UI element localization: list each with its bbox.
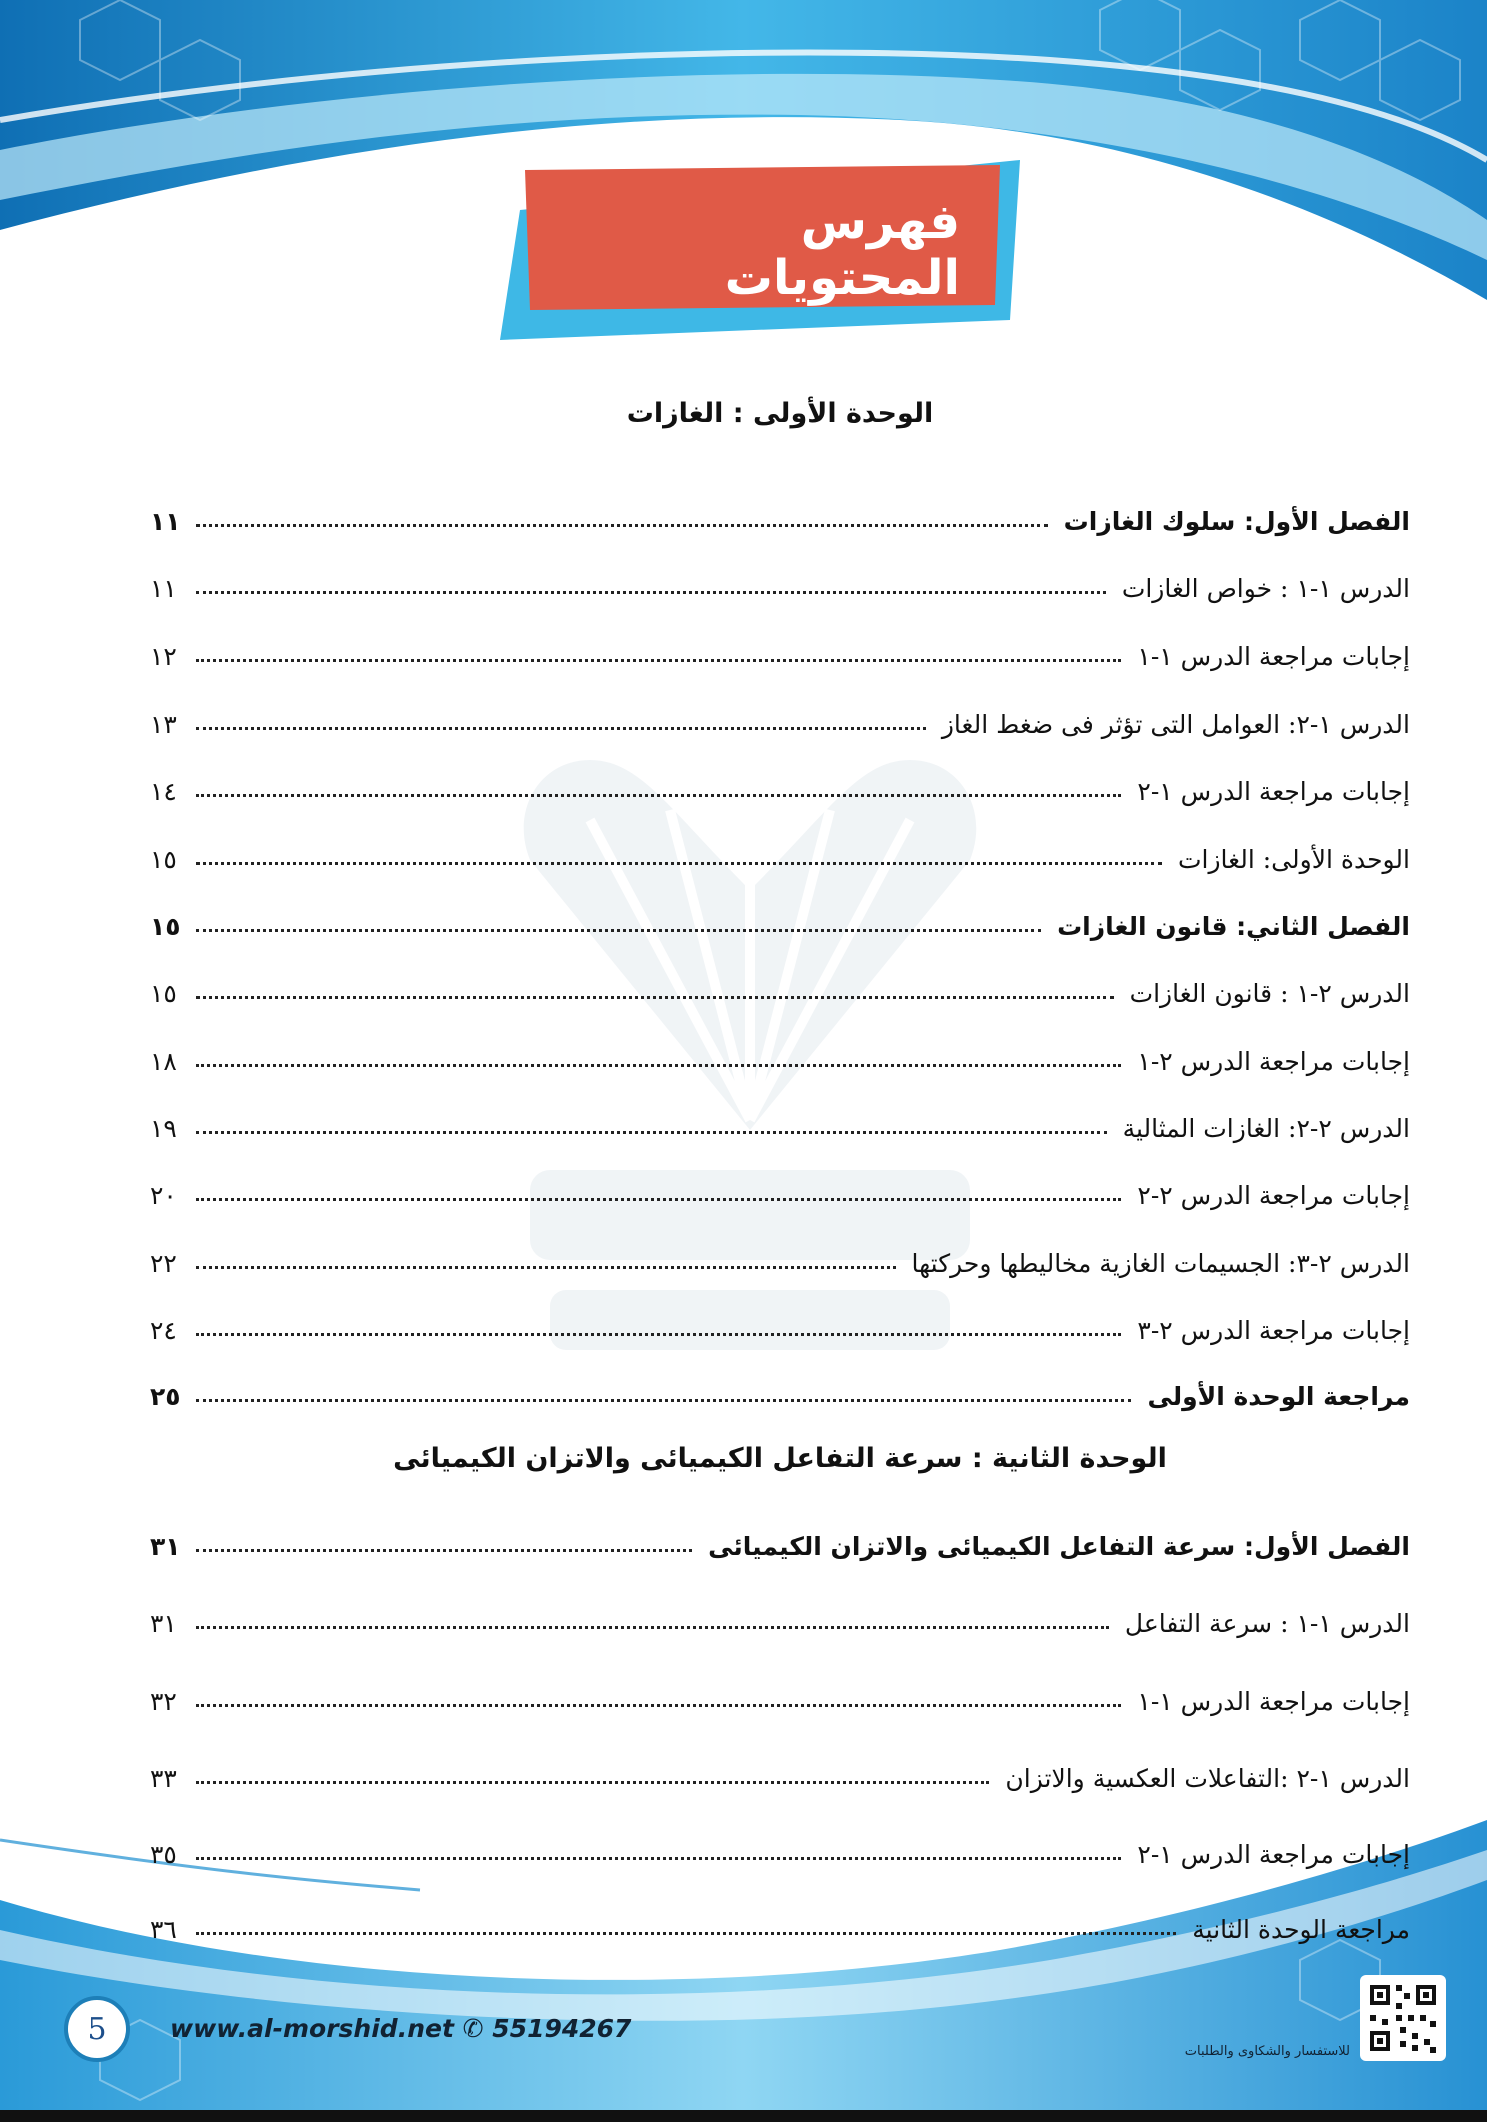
dot-leader — [196, 929, 1041, 932]
toc-label: إجابات مراجعة الدرس ١-١ — [1137, 1687, 1410, 1716]
toc-page-number: ٣٦ — [150, 1915, 177, 1944]
toc-page-number: ١٥ — [150, 979, 177, 1008]
toc-label: إجابات مراجعة الدرس ٢-٢ — [1137, 1181, 1410, 1210]
dot-leader — [196, 794, 1121, 797]
toc-label: الدرس ١-١ : خواص الغازات — [1121, 574, 1410, 603]
dot-leader — [196, 1131, 1107, 1134]
toc-page-number: ٢٥ — [150, 1382, 181, 1411]
website-link[interactable]: www.al-morshid.net — [170, 2014, 454, 2043]
toc-row[interactable] — [150, 1898, 1410, 1944]
toc-row[interactable] — [150, 1747, 1410, 1793]
dot-leader — [196, 1857, 1121, 1860]
toc-label: الفصل الثاني: قانون الغازات — [1057, 912, 1410, 941]
toc-label: الفصل الأول: سلوك الغازات — [1063, 507, 1410, 536]
toc-row[interactable] — [150, 625, 1410, 671]
dot-leader — [196, 1198, 1121, 1201]
toc-page-number: ١٤ — [150, 777, 177, 806]
toc-label: الدرس ٢-١ : قانون الغازات — [1129, 979, 1410, 1008]
toc-label: الدرس ٢-٣: الجسيمات الغازية مخاليطها وحركتها — [911, 1249, 1410, 1278]
qr-caption: للاستفسار والشكاوى والطلبات — [1184, 2044, 1350, 2059]
dot-leader — [196, 1266, 896, 1269]
toc-label: إجابات مراجعة الدرس ١-٢ — [1137, 1840, 1410, 1869]
toc-page-number: ١٢ — [150, 642, 177, 671]
toc-page-number: ٣٥ — [150, 1840, 177, 1869]
unit-2-title: الوحدة الثانية : سرعة التفاعل الكيميائى والاتزان الكيميائى — [393, 1443, 1167, 1474]
toc-row[interactable] — [150, 490, 1410, 536]
dot-leader — [196, 659, 1121, 662]
toc-page-number: ١١ — [150, 574, 177, 603]
dot-leader — [196, 591, 1106, 594]
toc-label: إجابات مراجعة الدرس ٢-١ — [1137, 1047, 1410, 1076]
toc-page-number: ٣١ — [150, 1532, 181, 1561]
dot-leader — [196, 996, 1114, 999]
footer-contact — [170, 2014, 631, 2043]
toc-row[interactable] — [150, 1592, 1410, 1638]
dot-leader — [196, 1626, 1109, 1629]
toc-row[interactable] — [150, 1030, 1410, 1076]
unit-1-title: الوحدة الأولى : الغازات — [626, 398, 934, 429]
qr-code-icon[interactable] — [1360, 1975, 1446, 2061]
toc-page-number: ١٩ — [150, 1114, 177, 1143]
toc-row[interactable] — [150, 1670, 1410, 1716]
toc-page-number: ١٥ — [150, 845, 177, 874]
toc-row[interactable] — [150, 895, 1410, 941]
toc-row[interactable] — [150, 1365, 1410, 1411]
toc-row[interactable] — [150, 693, 1410, 739]
toc-label: إجابات مراجعة الدرس ١-١ — [1137, 642, 1410, 671]
toc-page-number: ٢٢ — [150, 1249, 177, 1278]
dot-leader — [196, 1333, 1121, 1336]
dot-leader — [196, 1549, 692, 1552]
toc-page-number: ١٥ — [150, 912, 181, 941]
toc-page-number: ٣١ — [150, 1609, 177, 1638]
toc-label: الدرس ١-١ : سرعة التفاعل — [1124, 1609, 1410, 1638]
dot-leader — [196, 1399, 1131, 1402]
toc-row[interactable] — [150, 1515, 1410, 1561]
toc-label: الدرس ٢-٢: الغازات المثالية — [1122, 1114, 1410, 1143]
toc-page-number: ١٨ — [150, 1047, 177, 1076]
toc-label: إجابات مراجعة الدرس ١-٢ — [1137, 777, 1410, 806]
dot-leader — [196, 524, 1048, 527]
toc-label: مراجعة الوحدة الأولى — [1147, 1382, 1410, 1411]
toc-row[interactable] — [150, 557, 1410, 603]
toc-page-number: ١١ — [150, 507, 181, 536]
dot-leader — [196, 1932, 1176, 1935]
dot-leader — [196, 1781, 989, 1784]
dot-leader — [196, 1704, 1121, 1707]
toc-label: الوحدة الأولى: الغازات — [1178, 845, 1410, 874]
toc-page-number: ١٣ — [150, 710, 177, 739]
dot-leader — [196, 862, 1162, 865]
phone-number: 55194267 — [492, 2014, 632, 2043]
page-title: فهرس المحتويات — [724, 194, 960, 306]
toc-row[interactable] — [150, 760, 1410, 806]
page-number-badge: 5 — [64, 1996, 130, 2062]
toc-row[interactable] — [150, 1299, 1410, 1345]
toc-row[interactable] — [150, 1164, 1410, 1210]
toc-label: الفصل الأول: سرعة التفاعل الكيميائى والاتزان الكيميائى — [708, 1532, 1410, 1561]
toc-label: مراجعة الوحدة الثانية — [1192, 1915, 1410, 1944]
toc-label: الدرس ١-٢: العوامل التى تؤثر فى ضغط الغاز — [941, 710, 1410, 739]
toc-label: الدرس ١-٢ :التفاعلات العكسية والاتزان — [1005, 1764, 1410, 1793]
toc-page-number: ٣٢ — [150, 1687, 177, 1716]
toc-row[interactable] — [150, 828, 1410, 874]
dot-leader — [196, 1064, 1121, 1067]
toc-row[interactable] — [150, 1823, 1410, 1869]
toc-row[interactable] — [150, 1232, 1410, 1278]
phone-icon: ✆ — [462, 2014, 484, 2043]
toc-row[interactable] — [150, 1097, 1410, 1143]
toc-page-number: ٣٣ — [150, 1764, 177, 1793]
toc-label: إجابات مراجعة الدرس ٢-٣ — [1137, 1316, 1410, 1345]
toc-page-number: ٢٠ — [150, 1181, 177, 1210]
dot-leader — [196, 727, 926, 730]
toc-row[interactable] — [150, 962, 1410, 1008]
toc-page-number: ٢٤ — [150, 1316, 177, 1345]
